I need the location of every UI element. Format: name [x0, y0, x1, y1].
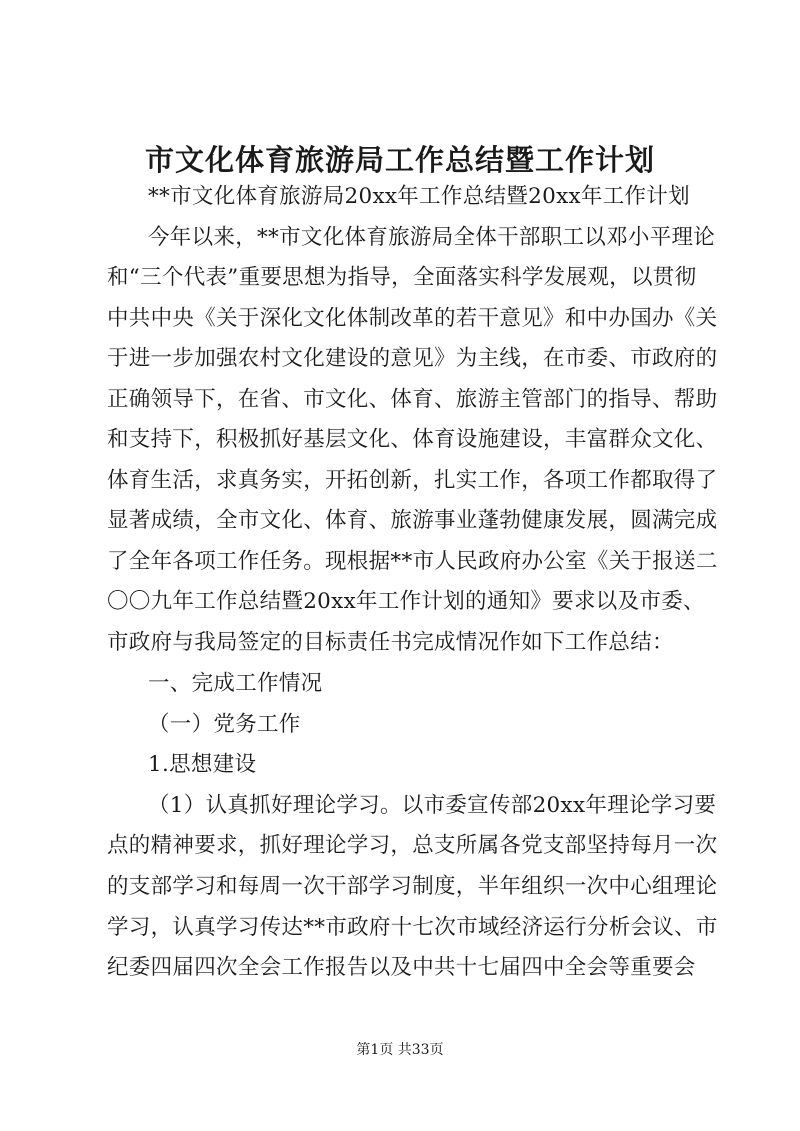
paragraph-line: 体育生活，求真务实，开拓创新，扎实工作，各项工作都取得了 — [107, 468, 718, 493]
subsection-heading: （一）党务工作 — [148, 712, 301, 737]
paragraph-line: 于进一步加强农村文化建设的意见》为主线，在市委、市政府的 — [107, 346, 718, 371]
item-heading: 1.思想建设 — [148, 752, 257, 777]
paragraph-line: 的支部学习和每周一次干部学习制度，半年组织一次中心组理论 — [107, 874, 718, 899]
paragraph-line: 市政府与我局签定的目标责任书完成情况作如下工作总结： — [107, 630, 674, 655]
paragraph-line: 和支持下，积极抓好基层文化、体育设施建设，丰富群众文化、 — [107, 427, 718, 452]
document-title: 市文化体育旅游局工作总结暨工作计划 — [144, 143, 655, 177]
paragraph-line: （1）认真抓好理论学习。以市委宣传部20xx年理论学习要 — [148, 793, 717, 818]
paragraph-line: 和“三个代表”重要思想为指导，全面落实科学发展观，以贯彻 — [107, 265, 697, 290]
paragraph-line: 了全年各项工作任务。现根据**市人民政府办公室《关于报送二 — [107, 549, 718, 574]
paragraph-line: 纪委四届四次全会工作报告以及中共十七届四中全会等重要会 — [107, 955, 696, 980]
paragraph-line: 显著成绩，全市文化、体育、旅游事业蓬勃健康发展，圆满完成 — [107, 508, 718, 533]
section-heading: 一、完成工作情况 — [148, 671, 323, 696]
paragraph-line: 〇〇九年工作总结暨20xx年工作计划的通知》要求以及市委、 — [107, 589, 705, 614]
paragraph-line: 正确领导下，在省、市文化、体育、旅游主管部门的指导、帮助 — [107, 387, 718, 412]
document-subtitle: **市文化体育旅游局20xx年工作总结暨20xx年工作计划 — [148, 184, 690, 209]
paragraph-line: 学习，认真学习传达**市政府十七次市域经济运行分析会议、市 — [107, 915, 718, 940]
paragraph-line: 点的精神要求，抓好理论学习，总支所属各党支部坚持每月一次 — [107, 833, 718, 858]
paragraph-line: 中共中央《关于深化文化体制改革的若干意见》和中办国办《关 — [107, 306, 718, 331]
page-number-footer: 第1页 共33页 — [356, 1042, 444, 1058]
paragraph-line: 今年以来，**市文化体育旅游局全体干部职工以邓小平理论 — [148, 225, 716, 250]
